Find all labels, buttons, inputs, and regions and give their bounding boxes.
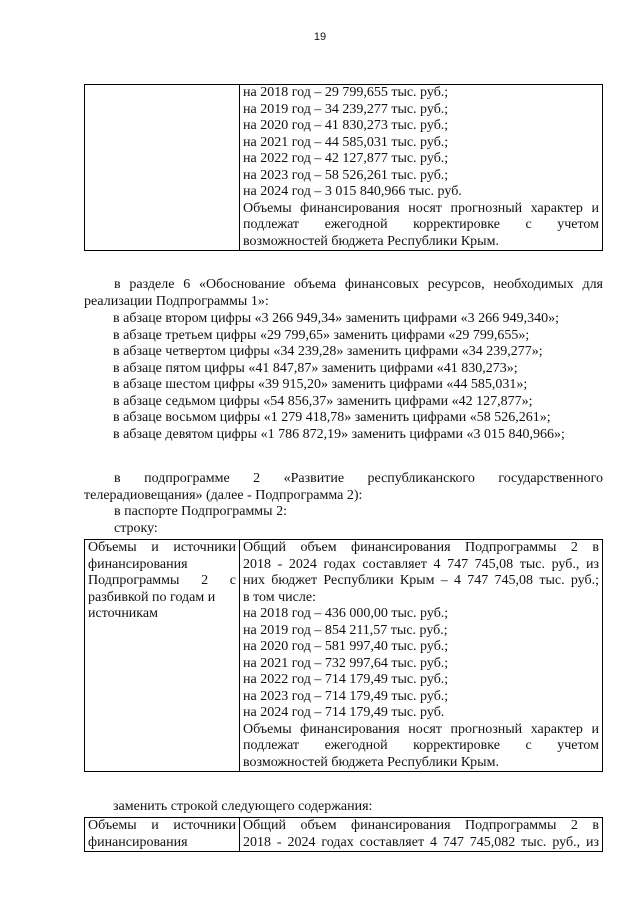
funding-table-new xyxy=(84,817,603,852)
table2-left-line: Объемы и источники xyxy=(88,540,236,555)
table2-year-line: на 2023 год – 714 179,49 тыс. руб.; xyxy=(243,688,449,704)
table1-year-line: на 2020 год – 41 830,273 тыс. руб.; xyxy=(243,118,449,133)
table1-year-line: на 2021 год – 44 585,031 тыс. руб.; xyxy=(243,134,449,150)
table3-left-cell xyxy=(85,818,240,852)
table2-intro-line: 2018 - 2024 годах составляет 4 747 745,08 тыс. руб., из xyxy=(243,556,599,572)
table2-left-cell xyxy=(85,540,240,772)
table1-note-line: подлежат ежегодной корректировке с учетом xyxy=(243,217,599,232)
subprogram2-intro xyxy=(84,471,603,537)
table1-year-line: на 2022 год – 42 127,877 тыс. руб.; xyxy=(243,151,449,166)
table2-year-line: на 2022 год – 714 179,49 тыс. руб.; xyxy=(243,672,449,687)
table2-year-line: на 2024 год – 714 179,49 тыс. руб. xyxy=(243,705,445,720)
page-number: 19 xyxy=(313,31,327,43)
table2-left-line: финансирования xyxy=(88,556,188,572)
table3-right-line: 2018 - 2024 годах составляет 4 747 745,082 тыс. руб., из xyxy=(243,834,599,850)
table2-intro-line: них бюджет Республики Крым – 4 747 745,08 тыс. руб.; xyxy=(243,573,599,588)
table2-right-cell xyxy=(240,540,603,772)
table1-right-cell xyxy=(240,85,603,251)
section6-item: в абзаце втором цифры «3 266 949,34» заменить цифрами «3 266 949,340»; xyxy=(113,311,559,326)
table1-note-line: возможностей бюджета Республики Крым. xyxy=(243,233,499,249)
table2-note-line: возможностей бюджета Республики Крым. xyxy=(243,754,499,770)
section6-item: в абзаце седьмом цифры «54 856,37» заменить цифрами «42 127,877»; xyxy=(113,393,533,409)
table1-year-line: на 2019 год – 34 239,277 тыс. руб.; xyxy=(243,101,449,117)
table2-intro-line: Общий объем финансирования Подпрограммы 2 в xyxy=(243,540,599,555)
table2-year-line: на 2019 год – 854 211,57 тыс. руб.; xyxy=(243,622,448,638)
subprogram2-line: в паспорте Подпрограммы 2: xyxy=(114,504,287,519)
section6-item: в абзаце шестом цифры «39 915,20» заменить цифрами «44 585,031»; xyxy=(113,377,528,392)
section6-item: в абзаце третьем цифры «29 799,65» заменить цифрами «29 799,655»; xyxy=(113,327,530,343)
section6-item: в абзаце четвертом цифры «34 239,28» заменить цифрами «34 239,277»; xyxy=(113,344,543,359)
table1-year-line: на 2023 год – 58 526,261 тыс. руб.; xyxy=(243,167,449,183)
table1-left-cell xyxy=(85,85,240,251)
table2-note-line: подлежат ежегодной корректировке с учетом xyxy=(243,738,599,753)
table3-left-line: Объемы и источники xyxy=(88,818,236,833)
subprogram2-line: в подпрограмме 2 «Развитие республиканского государственного xyxy=(114,471,603,486)
replace-instruction: заменить строкой следующего содержания: xyxy=(113,799,373,814)
table3-right-cell xyxy=(240,818,603,852)
table2-year-line: на 2021 год – 732 997,64 тыс. руб.; xyxy=(243,655,449,671)
table1-year-line: на 2018 год – 29 799,655 тыс. руб.; xyxy=(243,85,449,100)
table2-note-line: Объемы финансирования носят прогнозный характер и xyxy=(243,721,599,737)
table1-note-line: Объемы финансирования носят прогнозный характер и xyxy=(243,200,599,216)
funding-table-continuation xyxy=(84,84,603,251)
section6-intro xyxy=(84,277,603,310)
table3-left-line: финансирования xyxy=(88,834,188,850)
funding-table-old xyxy=(84,539,603,772)
table2-intro-line: в том числе: xyxy=(243,589,316,605)
section6-item: в абзаце пятом цифры «41 847,87» заменить цифрами «41 830,273»; xyxy=(113,360,518,376)
table2-left-line: разбивкой по годам и xyxy=(88,589,216,605)
table1-year-line: на 2024 год – 3 015 840,966 тыс. руб. xyxy=(243,184,462,199)
subprogram2-line: телерадиовещания» (далее - Подпрограмма 2): xyxy=(84,487,363,503)
section6-intro-line: в разделе 6 «Обоснование объема финансовых ресурсов, необходимых для xyxy=(114,277,603,292)
table2-left-line: источникам xyxy=(88,606,158,621)
section6-items xyxy=(113,311,565,443)
table2-year-line: на 2020 год – 581 997,40 тыс. руб.; xyxy=(243,639,449,654)
section6-item: в абзаце девятом цифры «1 786 872,19» заменить цифрами «3 015 840,966»; xyxy=(113,426,565,442)
subprogram2-line: строку: xyxy=(114,520,158,536)
table2-left-line: Подпрограммы 2 с xyxy=(88,573,236,588)
table2-year-line: на 2018 год – 436 000,00 тыс. руб.; xyxy=(243,606,449,621)
table3-right-line: Общий объем финансирования Подпрограммы 2 в xyxy=(243,818,599,833)
section6-intro-line: реализации Подпрограммы 1»: xyxy=(84,293,269,309)
section6-item: в абзаце восьмом цифры «1 279 418,78» заменить цифрами «58 526,261»; xyxy=(113,410,551,425)
